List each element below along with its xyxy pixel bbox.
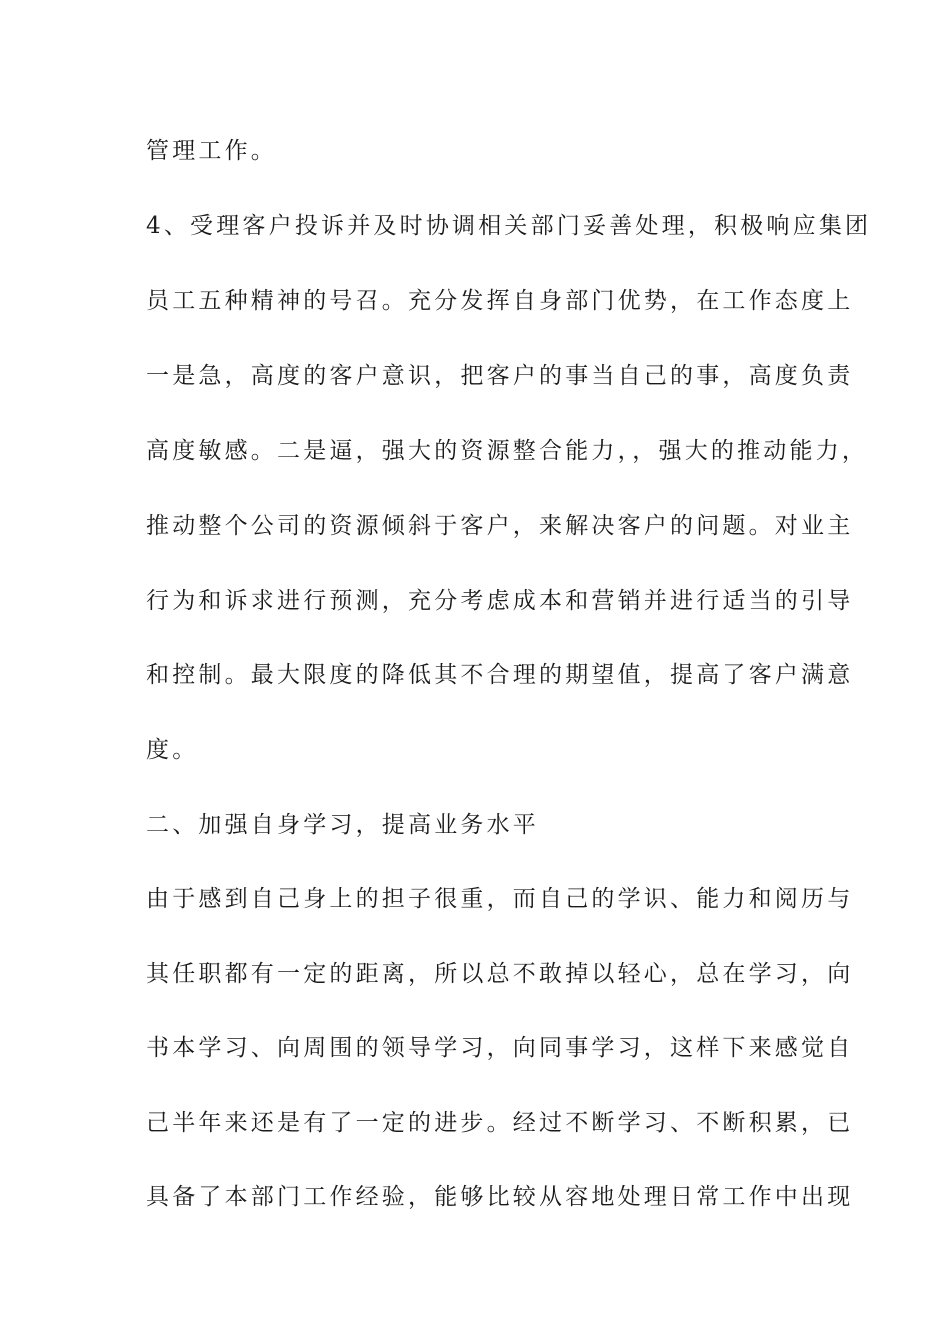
- text-line-15: 具备了本部门工作经验，能够比较从容地处理日常工作中出现: [146, 1184, 854, 1210]
- section-heading: 二、加强自身学习，提高业务水平: [146, 812, 539, 838]
- text-line-13: 书本学习、向周围的领导学习，向同事学习，这样下来感觉自: [146, 1035, 854, 1061]
- text-line-8: 和控制。最大限度的降低其不合理的期望值，提高了客户满意: [146, 662, 854, 688]
- text-line-4: 一是急，高度的客户意识，把客户的事当自己的事，高度负责: [146, 363, 854, 389]
- text-line-12: 其任职都有一定的距离，所以总不敢掉以轻心，总在学习，向: [146, 961, 854, 987]
- text-line-11: 由于感到自己身上的担子很重，而自己的学识、能力和阅历与: [146, 886, 854, 912]
- text-line-2: 4、受理客户投诉并及时协调相关部门妥善处理，积极响应集团: [146, 213, 872, 239]
- text-line-3: 员工五种精神的号召。充分发挥自身部门优势，在工作态度上: [146, 288, 854, 314]
- text-line-5: 高度敏感。二是逼，强大的资源整合能力，，强大的推动能力，: [146, 438, 869, 464]
- text-line-1: 管理工作。: [146, 138, 277, 164]
- text-line-9: 度。: [146, 737, 199, 763]
- text-line-6: 推动整个公司的资源倾斜于客户，来解决客户的问题。对业主: [146, 513, 854, 539]
- text-line-14: 己半年来还是有了一定的进步。经过不断学习、不断积累，已: [146, 1110, 854, 1136]
- text-line-7: 行为和诉求进行预测，充分考虑成本和营销并进行适当的引导: [146, 588, 854, 614]
